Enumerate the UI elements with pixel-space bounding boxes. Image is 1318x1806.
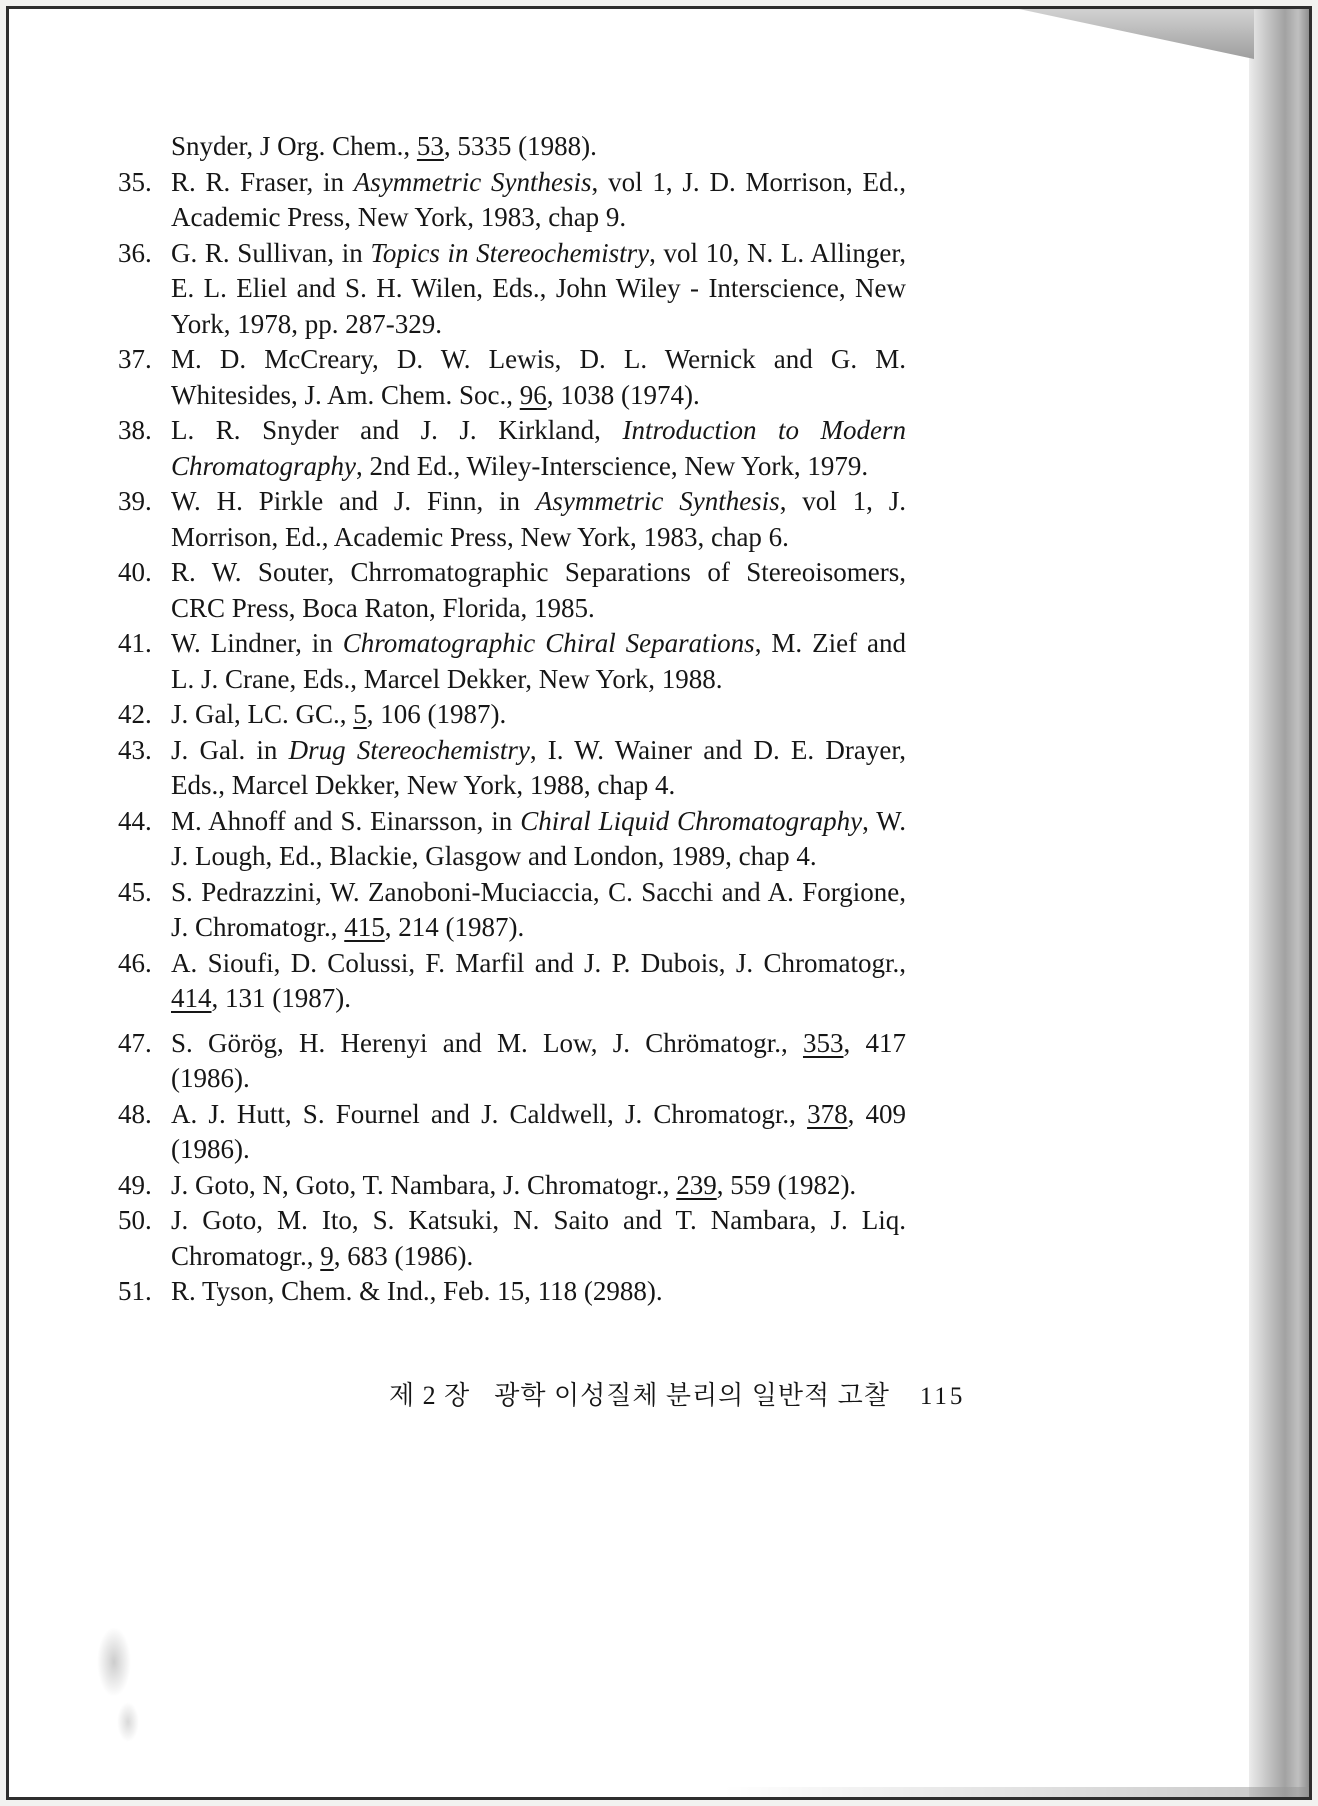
reference-number: 40. [118, 557, 152, 587]
reference-number: 50. [118, 1205, 152, 1235]
reference-number: 37. [118, 344, 152, 374]
reference-item [118, 555, 906, 626]
page-edge-right [1249, 9, 1309, 1797]
reference-number: 39. [118, 486, 152, 516]
reference-text: L. R. Snyder and J. J. Kirkland, Introduction to Modern Chromatography, 2nd Ed., Wiley-Interscience, New York, 1979. [171, 415, 907, 481]
reference-text: R. W. Souter, Chrromatographic Separations of Stereoisomers, CRC Press, Boca Raton, Florida, 1985. [171, 557, 906, 623]
reference-text: S. Görög, H. Herenyi and M. Low, J. Chrömatogr., 353, 417 (1986). [171, 1027, 906, 1093]
page-footer [389, 1375, 965, 1412]
reference-text: A. Sioufi, D. Colussi, F. Marfil and J. P. Dubois, J. Chromatogr., 414, 131 (1987). [171, 947, 906, 1013]
reference-number: 38. [118, 415, 152, 445]
page-edge-bottom [724, 1787, 1309, 1797]
reference-number: 46. [118, 947, 152, 978]
reference-item [118, 1097, 906, 1168]
reference-text: R. R. Fraser, in Asymmetric Synthesis, vol 1, J. D. Morrison, Ed., Academic Press, New York, 1983, chap 9. [171, 166, 906, 232]
reference-number: 44. [118, 805, 152, 836]
reference-number: 43. [118, 734, 152, 765]
reference-text: W. Lindner, in Chromatographic Chiral Separations, M. Zief and L. J. Crane, Eds., Marcel Dekker, New York, 1988. [171, 628, 906, 694]
references-list [118, 129, 906, 1310]
reference-item [118, 1168, 906, 1204]
reference-text: J. Gal. in Drug Stereochemistry, I. W. Wainer and D. E. Drayer, Eds., Marcel Dekker, New York, 1988, chap 4. [171, 734, 906, 800]
reference-item [118, 626, 906, 697]
reference-number: 36. [118, 237, 152, 268]
reference-text: J. Goto, N, Goto, T. Nambara, J. Chromatogr., 239, 559 (1982). [171, 1169, 857, 1200]
reference-item [118, 804, 906, 875]
reference-number: 51. [118, 1276, 152, 1306]
reference-number: 49. [118, 1169, 152, 1200]
reference-item [118, 165, 906, 236]
reference-item [118, 413, 906, 484]
chapter-title: 광학 이성질체 분리의 일반적 고찰 [494, 1381, 890, 1410]
reference-number: 35. [118, 166, 152, 197]
scan-smudge [117, 1702, 139, 1742]
page-sheet [6, 6, 1312, 1800]
reference-item [118, 1203, 906, 1274]
reference-text: S. Pedrazzini, W. Zanoboni-Muciaccia, C. Sacchi and A. Forgione, J. Chromatogr., 415, 214 (1987). [171, 876, 906, 942]
reference-number: 47. [118, 1027, 152, 1058]
reference-item [118, 129, 906, 165]
reference-text: M. D. McCreary, D. W. Lewis, D. L. Wernick and G. M. Whitesides, J. Am. Chem. Soc., 96, 1038 (1974). [171, 344, 906, 410]
chapter-label: 제 2 장 [389, 1381, 471, 1410]
reference-item [118, 733, 906, 804]
reference-item [118, 1274, 906, 1310]
page-number: 115 [919, 1383, 966, 1410]
reference-text: J. Goto, M. Ito, S. Katsuki, N. Saito and T. Nambara, J. Liq. Chromatogr., 9, 683 (1986). [171, 1205, 906, 1271]
reference-text: G. R. Sullivan, in Topics in Stereochemistry, vol 10, N. L. Allinger, E. L. Eliel and S. H. Wilen, Eds., John Wiley - Interscience, New York, 1978, pp. 287-329. [171, 237, 906, 339]
reference-item [118, 236, 906, 343]
reference-text: W. H. Pirkle and J. Finn, in Asymmetric Synthesis, vol 1, J. Morrison, Ed., Academic Press, New York, 1983, chap 6. [171, 486, 906, 552]
reference-number: 48. [118, 1098, 152, 1129]
reference-number: 45. [118, 876, 152, 907]
reference-text: R. Tyson, Chem. & Ind., Feb. 15, 118 (2988). [171, 1276, 663, 1306]
reference-text: J. Gal, LC. GC., 5, 106 (1987). [171, 699, 507, 729]
reference-item [118, 946, 906, 1017]
page-corner-fold [1019, 9, 1254, 59]
reference-item [118, 484, 906, 555]
reference-item [118, 1026, 906, 1097]
reference-number: 41. [118, 628, 152, 658]
scan-smudge [97, 1627, 131, 1697]
reference-item [118, 697, 906, 733]
reference-number: 42. [118, 699, 152, 729]
reference-text: Snyder, J Org. Chem., 53, 5335 (1988). [171, 131, 597, 161]
reference-item [118, 875, 906, 946]
reference-text: M. Ahnoff and S. Einarsson, in Chiral Liquid Chromatography, W. J. Lough, Ed., Blackie, Glasgow and London, 1989, chap 4. [171, 805, 907, 871]
reference-text: A. J. Hutt, S. Fournel and J. Caldwell, J. Chromatogr., 378, 409 (1986). [171, 1098, 907, 1164]
reference-item [118, 342, 906, 413]
